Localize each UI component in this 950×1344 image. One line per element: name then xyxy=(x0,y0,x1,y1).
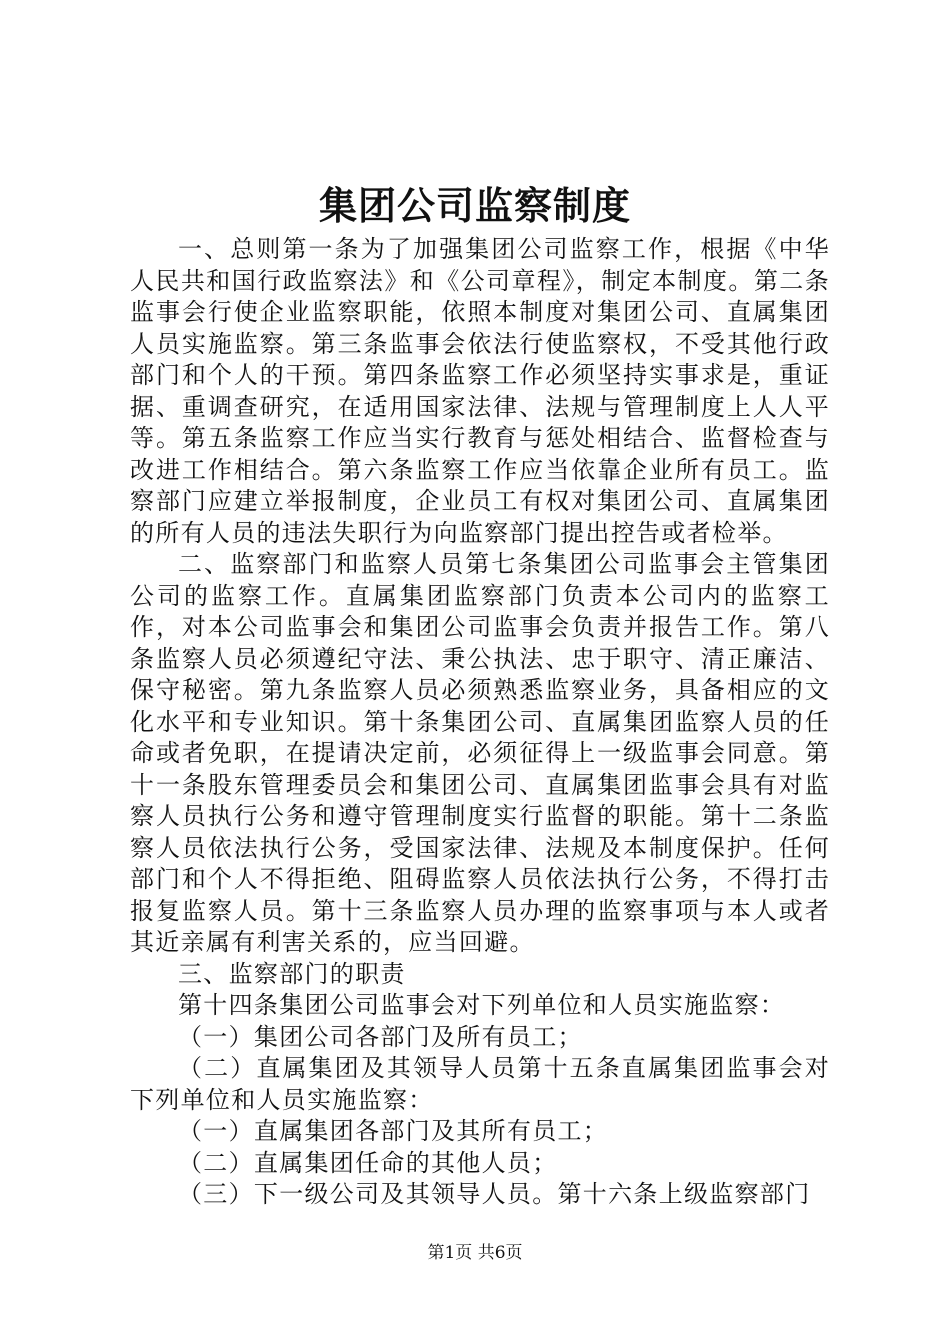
list-item: （三）下一级公司及其领导人员。第十六条上级监察部门 xyxy=(178,1180,811,1208)
list-item: （二）直属集团任命的其他人员； xyxy=(178,1148,558,1177)
list-item: （一）集团公司各部门及所有员工； xyxy=(178,1022,583,1051)
paragraph-general-provisions: 一、总则第一条为了加强集团公司监察工作，根据《中华人民共和国行政监察法》和《公司章程》，制定本制度。第二条监事会行使企业监察职能，依照本制度对集团公司、直属集团人员实施监察。第三条监事会依法行使监察权，不受其他行政部门和个人的干预。第四条监察工作必须坚持实事求是，重证据、重调查研究，在适用国家法律、法规与管理制度上人人平等。第五条监察工作应当实行教育与惩处相结合、监督检查与改进工作相结合。第六条监察工作应当依靠企业所有员工。监察部门应建立举报制度，企业员工有权对集团公司、直属集团的所有人员的违法失职行为向监察部门提出控告或者检举。 xyxy=(130,235,830,547)
document-body xyxy=(130,234,830,1211)
paragraph-article-14: 第十四条集团公司监事会对下列单位和人员实施监察： xyxy=(178,991,786,1019)
list-item: （二）直属集团及其领导人员第十五条直属集团监事会对下列单位和人员实施监察： xyxy=(130,1054,830,1114)
paragraph-departments-and-staff: 二、监察部门和监察人员第七条集团公司监事会主管集团公司的监察工作。直属集团监察部门负责本公司内的监察工作，对本公司监事会和集团公司监事会负责并报告工作。第八条监察人员必须遵纪守法、秉公执法、忠于职守、清正廉洁、保守秘密。第九条监察人员必须熟悉监察业务，具备相应的文化水平和专业知识。第十条集团公司、直属集团监察人员的任命或者免职，在提请决定前，必须征得上一级监事会同意。第十一条股东管理委员会和集团公司、直属集团监事会具有对监察人员执行公务和遵守管理制度实行监督的职能。第十二条监察人员依法执行公务，受国家法律、法规及本制度保护。任何部门和个人不得拒绝、阻碍监察人员依法执行公务，不得打击报复监察人员。第十三条监察人员办理的监察事项与本人或者其近亲属有利害关系的，应当回避。 xyxy=(130,550,830,956)
section-heading-duties: 三、监察部门的职责 xyxy=(178,959,406,988)
list-item: （一）直属集团各部门及其所有员工； xyxy=(178,1117,609,1145)
page-footer: 第1页 共6页 xyxy=(427,1243,523,1263)
document-title: 集团公司监察制度 xyxy=(318,183,631,228)
